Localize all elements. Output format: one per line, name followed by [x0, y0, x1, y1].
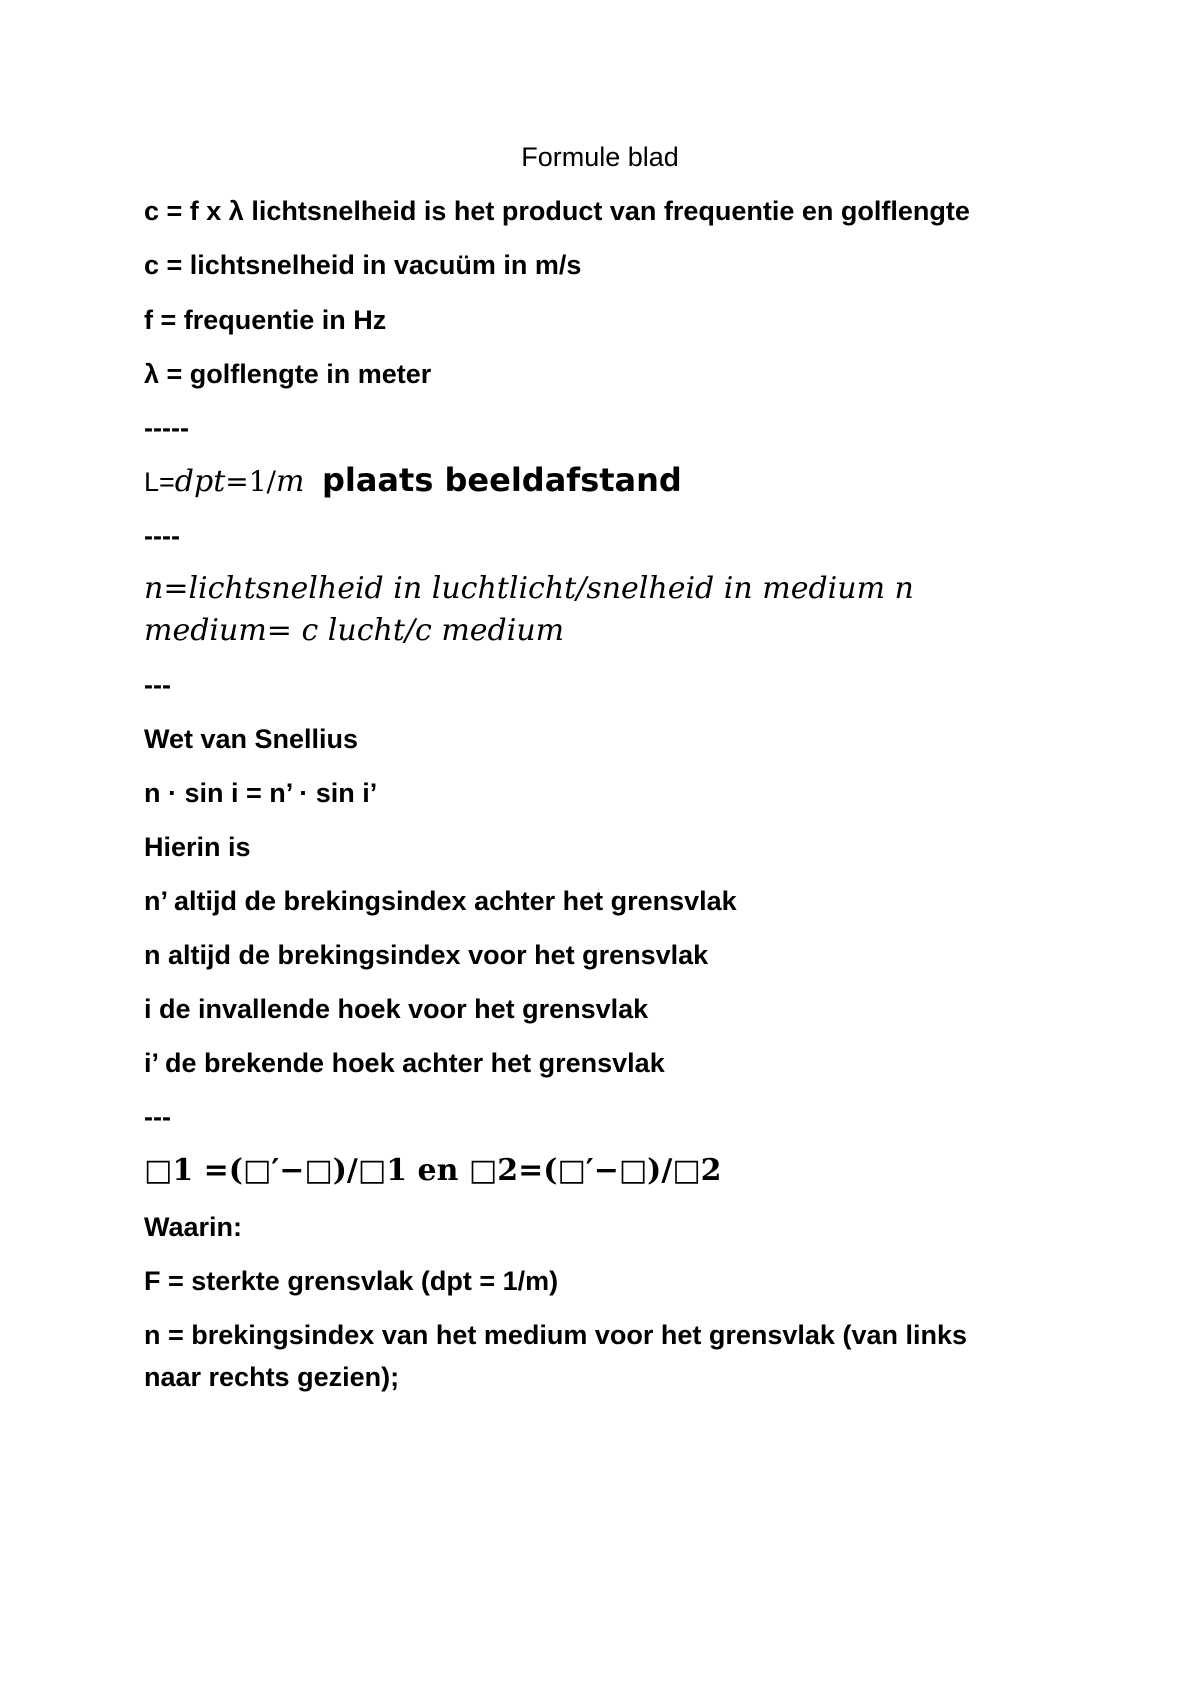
snellius-formula: n · sin i = n’ · sin i’: [144, 778, 378, 808]
definition-F: F = sterkte grensvlak (dpt = 1/m): [144, 1266, 559, 1296]
separator: -----: [144, 413, 189, 443]
formula-dioptre: [144, 463, 1044, 499]
definition-i: i de invallende hoek voor het grensvlak: [144, 994, 649, 1024]
separator: ---: [144, 1102, 171, 1132]
separator: ----: [144, 521, 180, 551]
separator: ---: [144, 670, 171, 700]
definition-lambda: λ = golflengte in meter: [144, 359, 432, 389]
waarin-label: Waarin:: [144, 1212, 243, 1242]
lens-surface-formula: □1 =(□′−□)/□1 en □2=(□′−□)/□2: [144, 1153, 722, 1188]
definition-n-medium: n = brekingsindex van het medium voor het grensvlak (van links naar rechts gezien);: [144, 1320, 967, 1392]
snellius-heading: Wet van Snellius: [144, 724, 359, 754]
formula-dioptre-m: m: [275, 464, 305, 499]
formula-dioptre-dpt: dpt: [174, 464, 226, 499]
hierin-label: Hierin is: [144, 832, 251, 862]
formula-dioptre-eq: =1/: [225, 465, 276, 498]
formula-dioptre-prefix: L=: [144, 467, 175, 497]
definition-n-prime: n’ altijd de brekingsindex achter het grensvlak: [144, 886, 737, 916]
formula-refractive-index: n=lichtsnelheid in luchtlicht/snelheid in medium n medium= c lucht/c medium: [144, 571, 914, 648]
formula-light-speed: c = f x λ lichtsnelheid is het product van frequentie en golflengte: [144, 196, 970, 226]
definition-n: n altijd de brekingsindex voor het grensvlak: [144, 940, 709, 970]
formula-dioptre-label: plaats beeldafstand: [321, 461, 682, 499]
definition-f: f = frequentie in Hz: [144, 305, 387, 335]
definition-c: c = lichtsnelheid in vacuüm in m/s: [144, 250, 582, 280]
definition-i-prime: i’ de brekende hoek achter het grensvlak: [144, 1048, 665, 1078]
page-title: Formule blad: [521, 142, 679, 172]
